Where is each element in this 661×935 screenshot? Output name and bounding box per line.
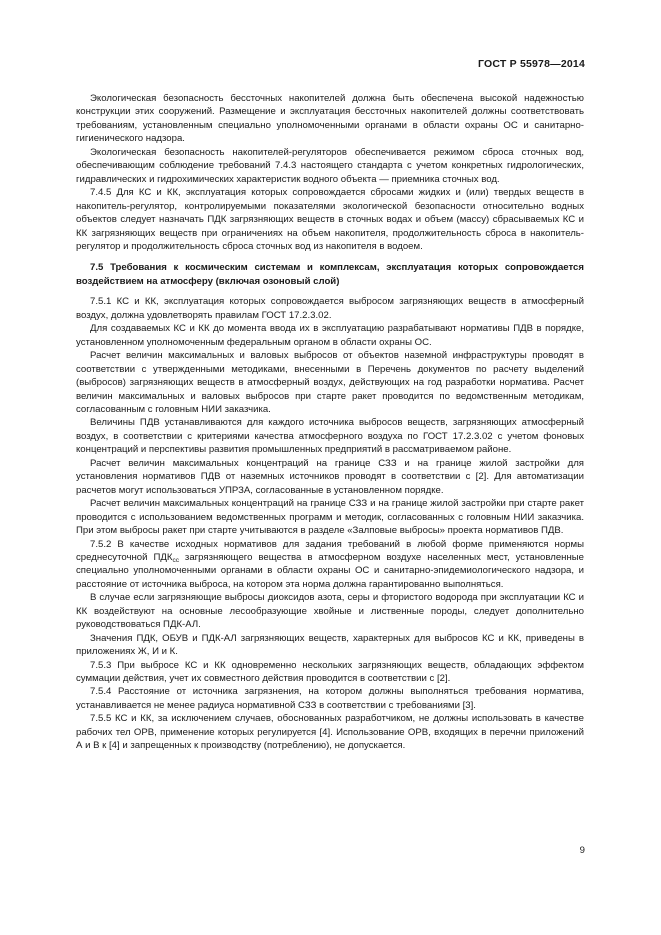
document-body: [76, 92, 584, 753]
paragraph: 7.5.3 При выбросе КС и КК одновременно нескольких загрязняющих веществ, обладающих эффектом суммации действия, учет их совместного действия проводится в соответствии с [2].: [76, 659, 584, 685]
paragraph: Величины ПДВ устанавливаются для каждого источника выбросов веществ, загрязняющих атмосферный воздух, в соответствии с критериями качества атмосферного воздуха по ГОСТ 17.2.3.02 с учетом фоновых концентраций и перспективы развития промышленных предприятий в рассматриваемом районе.: [76, 417, 584, 456]
paragraph: Экологическая безопасность накопителей-регуляторов обеспечивается режимом сброса сточных вод, обеспечивающим соблюдение требований 7.4.3 настоящего стандарта с учетом конкретных гидрологических, гидравлических и гидрохимических характеристик водного объекта — приемника сточных вод.: [76, 146, 584, 185]
paragraph: Расчет величин максимальных концентраций на границе СЗЗ и на границе жилой застройки для установления нормативов ПДВ от наземных источников проводят в соответствии с [2]. Для автоматизации расчетов могут использоваться УПРЗА, согласованные в установленном порядке.: [76, 457, 584, 496]
paragraph-text: загрязняющего вещества в атмосферном воздухе населенных мест, установленные специально уполномоченными органами в области охраны ОС и санитарно-эпидемиологического надзора, и расстояние от источника выброса, на котором эта норма должна гарантированно выполняться.: [76, 551, 584, 590]
paragraph: 7.5.5 КС и КК, за исключением случаев, обоснованных разработчиком, не должны использовать в качестве рабочих тел ОРВ, применение которых регулируется [4]. Использование ОРВ, входящих в перечни приложений А и В к [4] и запрещенных к производству (потреблению), не допускается.: [76, 713, 584, 752]
section-heading-text: 7.5 Требования к космическим системам и комплексам, эксплуатация которых сопровождается воздействием на атмосферу (включая озоновый слой): [76, 262, 584, 287]
section-heading: [76, 261, 584, 288]
paragraph: Значения ПДК, ОБУВ и ПДК-АЛ загрязняющих веществ, характерных для выбросов КС и КК, приведены в приложениях Ж, И и К.: [76, 632, 584, 658]
paragraph: 7.5.1 КС и КК, эксплуатация которых сопровождается выбросом загрязняющих веществ в атмосферный воздух, должна удовлетворять правилам ГОСТ 17.2.3.02.: [76, 296, 584, 321]
paragraph: Экологическая безопасность бессточных накопителей должна быть обеспечена высокой надежностью конструкции этих сооружений. Размещение и эксплуатация бессточных накопителей должны соответствовать требованиям, установленным специально уполномоченными органами в области охраны ОС и санитарно-гигиенического надзора.: [76, 93, 584, 145]
paragraph: Расчет величин максимальных и валовых выбросов от объектов наземной инфраструктуры проводят в соответствии с утвержденными методиками, внесенными в Перечень документов по расчету выделений (выбросов) загрязняющих веществ в атмосферный воздух, действующих на год разработки норматива. Расчет величин максимальных и валовых выбросов при старте ракет проводится по ведомственным методикам, согласованным с головным НИИ заказчика.: [76, 350, 584, 415]
paragraph-text: 7.5.2 В качестве исходных нормативов для задания требований в любой форме применяются нормы среднесуточной ПДК: [76, 538, 584, 563]
subscript: сс: [172, 556, 179, 564]
paragraph: 7.4.5 Для КС и КК, эксплуатация которых сопровождается сбросами жидких и (или) твердых веществ в накопитель-регулятор, контролируемыми показателями экологической безопасности относительно водных объектов следует назначать ПДК загрязняющих веществ в сточных водах и объем (массу) сбрасываемых КС и КК загрязняющих веществ при ограничениях на объем накопителя, продолжительность сброса в накопитель-регулятор и продолжительность сброса сточных вод из накопителя в водоем.: [76, 187, 584, 252]
paragraph: Для создаваемых КС и КК до момента ввода их в эксплуатацию разрабатывают нормативы ПДВ в порядке, установленном уполномоченным федеральным органом в области охраны ОС.: [76, 323, 584, 348]
paragraph: В случае если загрязняющие выбросы диоксидов азота, серы и фтористого водорода при эксплуатации КС и КК воздействуют на основные лесообразующие хвойные и лиственные породы, следует дополнительно руководствоваться ПДК-АЛ.: [76, 592, 584, 631]
page-number: 9: [579, 845, 585, 856]
paragraph: 7.5.4 Расстояние от источника загрязнения, на котором должны выполняться требования норматива, устанавливается не менее радиуса нормативной СЗЗ в соответствии с требованиями [3].: [76, 686, 584, 711]
paragraph: Расчет величин максимальных концентраций на границе СЗЗ и на границе жилой застройки при старте ракет проводится с использованием ведомственных программ и методик, согласованных с головным НИИ заказчика. При этом выбросы ракет при старте учитываются в разделе «Залповые выбросы» проекта нормативов ПДВ.: [76, 498, 584, 537]
paragraph-pdk: [76, 538, 584, 592]
standard-header: ГОСТ Р 55978—2014: [477, 58, 585, 70]
